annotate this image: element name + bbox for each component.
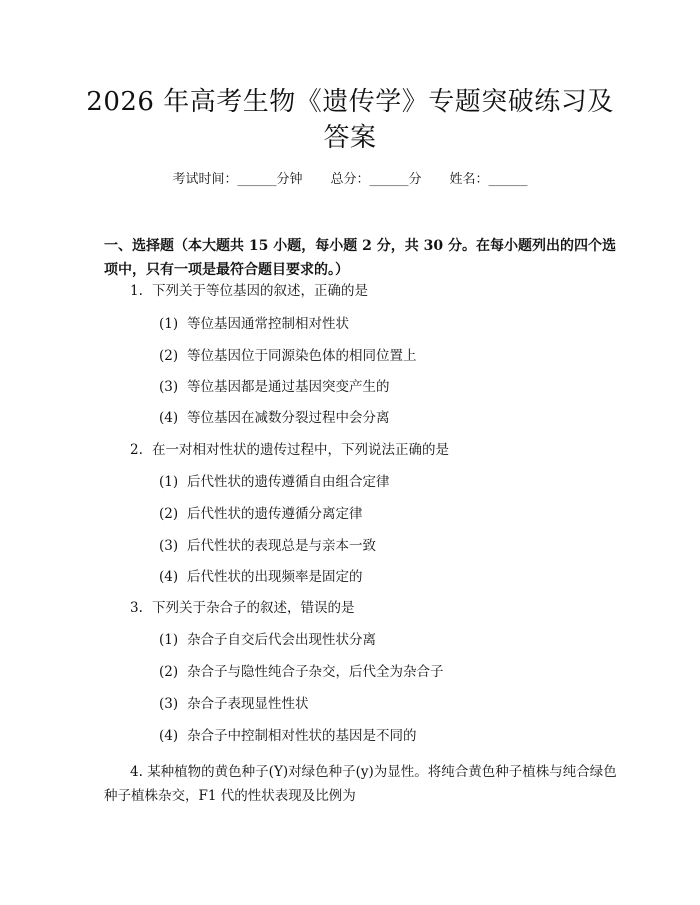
option-label: (3) [159, 696, 179, 712]
question-2 [130, 439, 449, 461]
option-3-4 [159, 725, 417, 747]
option-text: 等位基因通常控制相对性状 [187, 316, 349, 332]
option-text: 后代性状的表现总是与亲本一致 [187, 538, 376, 554]
option-label: (2) [159, 506, 179, 522]
option-text: 后代性状的遗传遵循自由组合定律 [187, 474, 390, 490]
option-1-3 [159, 376, 390, 398]
option-2-4 [159, 566, 363, 588]
option-1-2 [159, 345, 417, 367]
option-label: (1) [159, 474, 179, 490]
option-text: 杂合子与隐性纯合子杂交，后代全为杂合子 [187, 664, 444, 680]
option-label: (2) [159, 348, 179, 364]
question-number: 4. [130, 764, 143, 780]
option-text: 等位基因位于同源染色体的相同位置上 [187, 348, 417, 364]
question-stem: 某种植物的黄色种子(Y)对绿色种子(y)为显性。将纯合黄色种子植株与纯合绿色种子植株杂交，F1 代的性状表现及比例为 [104, 764, 617, 804]
option-text: 后代性状的遗传遵循分离定律 [187, 506, 363, 522]
question-stem: 下列关于杂合子的叙述，错误的是 [152, 600, 355, 616]
option-text: 杂合子表现显性性状 [187, 696, 309, 712]
option-label: (3) [159, 538, 179, 554]
question-number: 1. [130, 283, 143, 299]
option-label: (1) [159, 632, 179, 648]
option-2-2 [159, 503, 363, 525]
option-label: (4) [159, 410, 179, 426]
question-stem: 在一对相对性状的遗传过程中，下列说法正确的是 [152, 442, 449, 458]
option-3-2 [159, 661, 444, 683]
exam-time-label: 考试时间：______分钟 [172, 172, 303, 187]
option-3-1 [159, 629, 376, 651]
option-2-3 [159, 535, 376, 557]
question-stem: 下列关于等位基因的叙述，正确的是 [152, 283, 368, 299]
option-label: (1) [159, 316, 179, 332]
total-score-label: 总分：______分 [330, 172, 422, 187]
option-text: 等位基因在减数分裂过程中会分离 [187, 410, 390, 426]
document-title [80, 84, 620, 156]
option-1-4 [159, 407, 390, 429]
exam-meta [0, 168, 700, 187]
option-text: 杂合子自交后代会出现性状分离 [187, 632, 376, 648]
option-label: (3) [159, 379, 179, 395]
option-text: 杂合子中控制相对性状的基因是不同的 [187, 728, 417, 744]
title-line-2: 答案 [323, 123, 377, 153]
title-line-1: 2026 年高考生物《遗传学》专题突破练习及 [86, 87, 614, 117]
option-text: 后代性状的出现频率是固定的 [187, 569, 363, 585]
question-1 [130, 280, 368, 302]
question-3 [130, 597, 355, 619]
question-4 [104, 760, 624, 808]
name-label: 姓名：______ [449, 172, 528, 187]
option-2-1 [159, 471, 390, 493]
section-heading: 一、选择题（本大题共 15 小题，每小题 2 分，共 30 分。在每小题列出的四个选项中，只有一项是最符合题目要求的。） [104, 238, 616, 278]
option-text: 等位基因都是通过基因突变产生的 [187, 379, 390, 395]
option-3-3 [159, 693, 309, 715]
option-label: (4) [159, 569, 179, 585]
question-number: 2. [130, 442, 143, 458]
option-label: (4) [159, 728, 179, 744]
option-1-1 [159, 313, 349, 335]
question-number: 3. [130, 600, 143, 616]
option-label: (2) [159, 664, 179, 680]
